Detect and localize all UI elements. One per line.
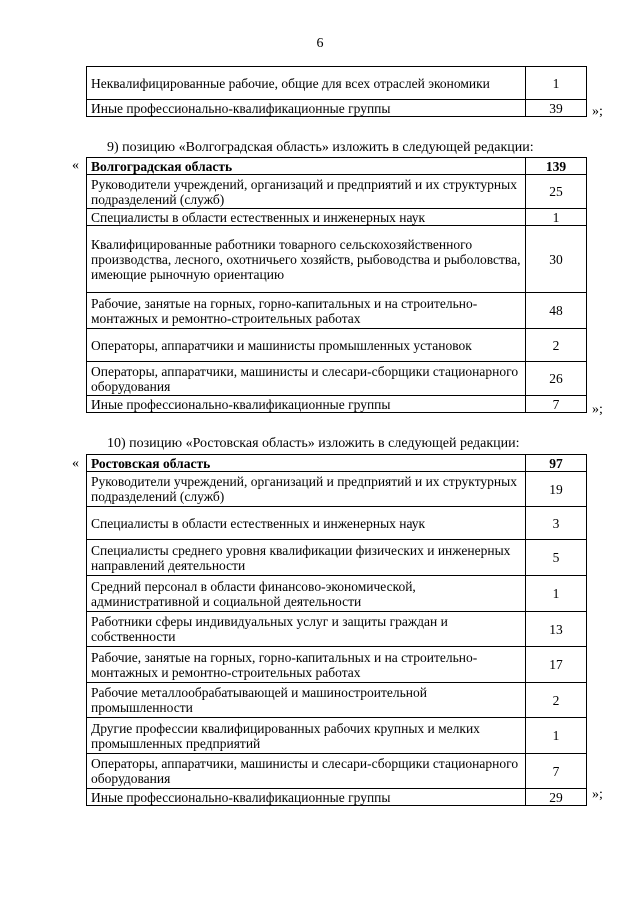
row-value: 19 [526,472,587,507]
section-10-heading: 10) позицию «Ростовская область» изложить в следующей редакции: [107,436,520,451]
row-value: 3 [526,507,587,540]
section-9-heading: 9) позицию «Волгоградская область» изложить в следующей редакции: [107,140,534,155]
table-row [87,362,587,396]
row-value: 30 [526,226,587,293]
row-label: Квалифицированные работники товарного сельскохозяйственного производства, лесного, охотничьего хозяйств, рыбоводства и рыболовства, имеющие рыночную ориентацию [87,226,526,293]
table-row [87,718,587,754]
row-value: 7 [526,754,587,789]
region-name: Ростовская область [87,455,526,472]
opening-quote: « [72,158,79,173]
table-rostov [86,454,587,806]
row-value: 17 [526,647,587,683]
row-label: Руководители учреждений, организаций и предприятий и их структурных подразделений (служб) [87,472,526,507]
table-row [87,576,587,612]
table-header-row [87,455,587,472]
table-row [87,540,587,576]
row-value: 1 [526,67,587,100]
table-row [87,100,587,117]
table-row [87,789,587,806]
row-label: Руководители учреждений, организаций и предприятий и их структурных подразделений (служб) [87,175,526,209]
row-value: 39 [526,100,587,117]
table-row [87,647,587,683]
row-value: 2 [526,683,587,718]
row-value: 1 [526,576,587,612]
row-label: Рабочие металлообрабатывающей и машиностроительной промышленности [87,683,526,718]
table-row [87,226,587,293]
row-label: Неквалифицированные рабочие, общие для всех отраслей экономики [87,67,526,100]
row-value: 7 [526,396,587,413]
closing-quote: »; [592,104,603,119]
row-label: Работники сферы индивидуальных услуг и защиты граждан и собственности [87,612,526,647]
row-value: 2 [526,329,587,362]
row-label: Иные профессионально-квалификационные группы [87,100,526,117]
row-value: 29 [526,789,587,806]
row-value: 26 [526,362,587,396]
table-row [87,472,587,507]
row-label: Средний персонал в области финансово-экономической, административной и социальной деятельности [87,576,526,612]
opening-quote: « [72,456,79,471]
row-value: 5 [526,540,587,576]
table-row [87,329,587,362]
table-row [87,293,587,329]
region-total: 97 [526,455,587,472]
table-header-row [87,158,587,175]
table-row [87,175,587,209]
row-value: 1 [526,718,587,754]
row-value: 25 [526,175,587,209]
row-value: 1 [526,209,587,226]
region-total: 139 [526,158,587,175]
table-row [87,754,587,789]
table-row [87,396,587,413]
row-label: Специалисты в области естественных и инженерных наук [87,507,526,540]
closing-quote: »; [592,402,603,417]
table-row [87,209,587,226]
table-continuation [86,66,587,117]
closing-quote: »; [592,787,603,802]
row-label: Иные профессионально-квалификационные группы [87,789,526,806]
row-label: Операторы, аппаратчики, машинисты и слесари-сборщики стационарного оборудования [87,754,526,789]
row-label: Иные профессионально-квалификационные группы [87,396,526,413]
table-volgograd [86,157,587,413]
row-label: Рабочие, занятые на горных, горно-капитальных и на строительно-монтажных и ремонтно-строительных работах [87,647,526,683]
row-label: Специалисты среднего уровня квалификации физических и инженерных направлений деятельности [87,540,526,576]
row-label: Рабочие, занятые на горных, горно-капитальных и на строительно-монтажных и ремонтно-строительных работах [87,293,526,329]
table-row [87,612,587,647]
row-value: 13 [526,612,587,647]
row-label: Специалисты в области естественных и инженерных наук [87,209,526,226]
row-value: 48 [526,293,587,329]
row-label: Другие профессии квалифицированных рабочих крупных и мелких промышленных предприятий [87,718,526,754]
row-label: Операторы, аппаратчики, машинисты и слесари-сборщики стационарного оборудования [87,362,526,396]
table-row [87,507,587,540]
table-row [87,67,587,100]
region-name: Волгоградская область [87,158,526,175]
table-row [87,683,587,718]
row-label: Операторы, аппаратчики и машинисты промышленных установок [87,329,526,362]
page-number: 6 [316,36,324,51]
